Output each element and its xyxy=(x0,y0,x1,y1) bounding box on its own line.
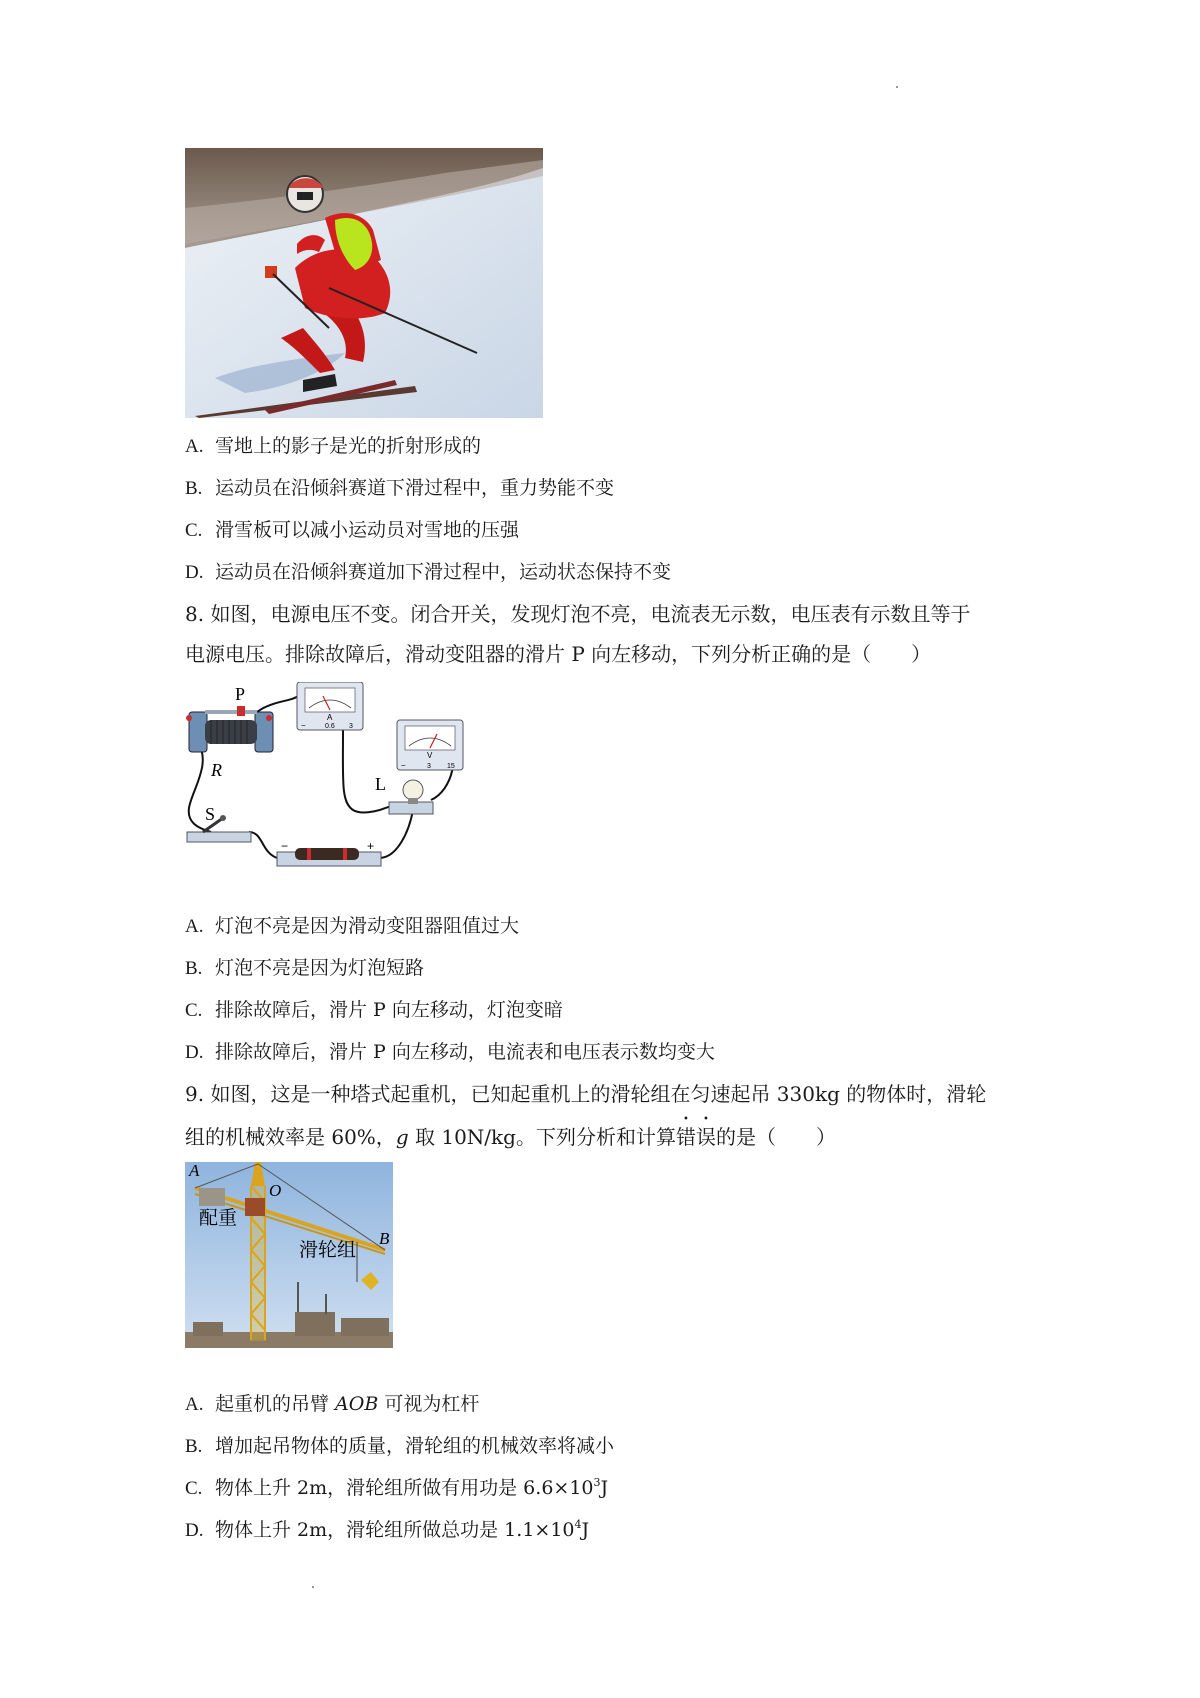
crane-point-o: O xyxy=(269,1181,282,1200)
question-line xyxy=(185,1114,1025,1157)
option-key: B. xyxy=(185,478,203,499)
q9-option-c xyxy=(185,1476,608,1501)
option-text: 灯泡不亮是因为灯泡短路 xyxy=(215,957,425,979)
q8-option-b xyxy=(185,956,424,981)
slider-p-label: P xyxy=(235,684,246,704)
unit: J xyxy=(581,1519,590,1541)
voltmeter-terminal-15: 15 xyxy=(447,763,455,770)
q7-option-b xyxy=(185,476,614,501)
question-line: 8. 如图，电源电压不变。闭合开关，发现灯泡不亮，电流表无示数，电压表有示数且等于 xyxy=(185,602,971,626)
option-text: 物体上升 2m，滑轮组所做总功是 1.1×10 xyxy=(215,1519,575,1541)
emphasized-wrong: 错误 xyxy=(675,1125,716,1149)
option-text: 灯泡不亮是因为滑动变阻器阻值过大 xyxy=(215,915,520,937)
stem-text: 组的机械效率是 60%， xyxy=(185,1125,396,1149)
option-key: C. xyxy=(185,1478,203,1499)
scan-speck xyxy=(896,86,898,88)
rheostat-r-label: R xyxy=(211,760,222,780)
option-text: 滑雪板可以减小运动员对雪地的压强 xyxy=(215,519,520,541)
q7-option-c xyxy=(185,518,519,543)
question-9-stem xyxy=(185,1074,1025,1157)
q7-option-a xyxy=(185,434,481,459)
ammeter xyxy=(297,682,363,730)
voltmeter-terminal-minus: − xyxy=(401,761,406,770)
option-key: C. xyxy=(185,1000,203,1021)
option-text: 雪地上的影子是光的折射形成的 xyxy=(215,435,482,457)
crane-point-b: B xyxy=(379,1229,390,1248)
crane-photo xyxy=(185,1162,393,1348)
stem-text: 取 10N/kg。下列分析和计算 xyxy=(408,1125,676,1149)
option-text: 增加起吊物体的质量，滑轮组的机械效率将减小 xyxy=(215,1435,615,1457)
q8-option-a xyxy=(185,914,519,939)
question-8-stem xyxy=(185,594,1025,674)
option-key: A. xyxy=(185,436,204,457)
option-text-italic: AOB xyxy=(335,1393,379,1415)
option-text: 物体上升 2m，滑轮组所做有用功是 6.6×10 xyxy=(215,1477,594,1499)
option-key: B. xyxy=(185,1436,203,1457)
question-line: 电源电压。排除故障后，滑动变阻器的滑片 P 向左移动，下列分析正确的是（ ） xyxy=(185,642,932,666)
scan-speck xyxy=(312,1586,314,1588)
option-key: C. xyxy=(185,520,203,541)
ammeter-terminal-minus: − xyxy=(301,721,306,730)
switch xyxy=(187,804,251,842)
ammeter-terminal-3: 3 xyxy=(349,723,353,730)
battery-minus: − xyxy=(281,839,289,853)
q9-option-d xyxy=(185,1518,589,1543)
symbol-g: g xyxy=(395,1125,409,1149)
option-key: A. xyxy=(185,1394,204,1415)
voltmeter-symbol: V xyxy=(427,751,433,760)
ammeter-terminal-06: 0.6 xyxy=(325,723,335,730)
q7-option-d xyxy=(185,560,671,585)
option-text: 排除故障后，滑片 P 向左移动，灯泡变暗 xyxy=(215,999,563,1021)
circuit-diagram xyxy=(183,682,483,892)
question-line: 9. 如图，这是一种塔式起重机，已知起重机上的滑轮组在匀速起吊 330kg 的物体时，滑轮 xyxy=(185,1082,987,1106)
pulley-label: 滑轮组 xyxy=(299,1239,357,1261)
battery xyxy=(277,839,381,866)
stem-text: 的是（ ） xyxy=(715,1125,836,1149)
exponent: 3 xyxy=(593,1476,601,1489)
battery-plus: + xyxy=(367,839,375,853)
voltmeter-terminal-3: 3 xyxy=(427,763,431,770)
option-text: 可视为杠杆 xyxy=(378,1393,480,1415)
q9-option-a xyxy=(185,1392,479,1417)
switch-s-label: S xyxy=(205,804,216,824)
sliding-rheostat xyxy=(186,684,273,780)
exponent: 4 xyxy=(574,1518,582,1531)
option-text: 运动员在沿倾斜赛道下滑过程中，重力势能不变 xyxy=(215,477,615,499)
voltmeter xyxy=(397,720,463,770)
skier-photo xyxy=(185,148,543,418)
q9-option-b xyxy=(185,1434,614,1459)
option-key: D. xyxy=(185,1042,204,1063)
lamp-l-label: L xyxy=(375,774,386,794)
option-key: D. xyxy=(185,1520,204,1541)
crane-point-a: A xyxy=(189,1162,200,1180)
option-key: A. xyxy=(185,916,204,937)
option-key: B. xyxy=(185,958,203,979)
option-key: D. xyxy=(185,562,204,583)
q8-option-c xyxy=(185,998,563,1023)
unit: J xyxy=(600,1477,609,1499)
q8-option-d xyxy=(185,1040,715,1065)
option-text: 起重机的吊臂 xyxy=(215,1393,336,1415)
ammeter-symbol: A xyxy=(327,713,333,722)
counterweight-label: 配重 xyxy=(199,1207,238,1229)
option-text: 运动员在沿倾斜赛道加下滑过程中，运动状态保持不变 xyxy=(215,561,672,583)
option-text: 排除故障后，滑片 P 向左移动，电流表和电压表示数均变大 xyxy=(215,1041,715,1063)
